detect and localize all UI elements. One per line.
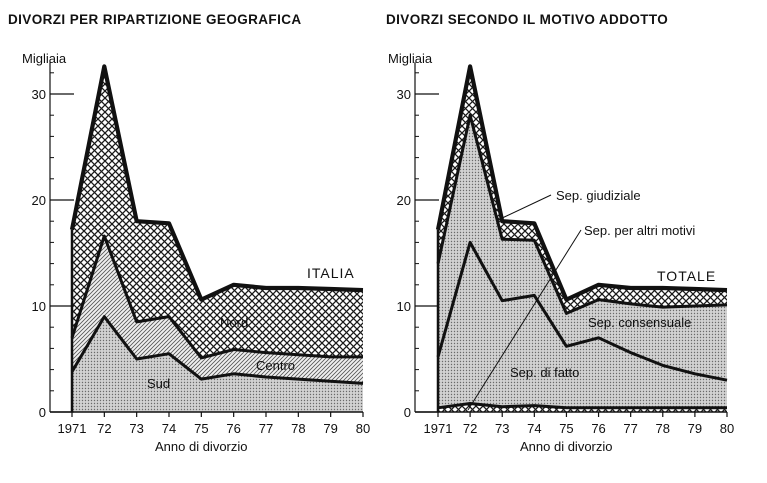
left-series-label-sud: Sud [147,376,171,391]
left-x-tick-label: 79 [323,421,338,436]
left-areas [72,66,363,412]
right-x-tick-label: 80 [719,421,735,436]
left-x-tick-label: 77 [258,421,274,436]
left-x-tick-label: 76 [226,421,241,436]
left-y-tick-label: 0 [38,405,46,420]
left-chart-title: DIVORZI PER RIPARTIZIONE GEOGRAFICA [8,12,302,27]
right-x-tick-label: 77 [623,421,638,436]
left-series-label-nord: Nord [220,315,249,330]
right-panel [386,12,734,454]
left-x-tick-label: 73 [129,421,144,436]
left-x-tick-label: 80 [355,421,371,436]
left-x-tick-label: 78 [291,421,306,436]
right-x-tick-label: 75 [559,421,574,436]
right-y-tick-label: 10 [396,299,411,314]
right-x-tick-label: 76 [591,421,606,436]
left-x-tick-label: 74 [161,421,177,436]
left-x-tick-label: 1971 [57,421,87,436]
right-x-tick-label: 74 [527,421,542,436]
left-total-label: ITALIA [307,265,355,281]
right-series-label-giudiziale: Sep. giudiziale [556,188,641,203]
right-y-tick-label: 0 [403,405,411,420]
right-x-tick-label: 73 [494,421,510,436]
right-series-label-consensuale: Sep. consensuale [588,315,692,330]
right-areas [438,66,727,412]
left-panel [8,12,370,454]
left-y-tick-label: 20 [31,193,46,208]
right-x-tick-label: 72 [462,421,478,436]
right-x-axis-label: Anno di divorzio [520,439,613,454]
left-y-tick-label: 10 [31,299,46,314]
right-x-tick-label: 1971 [423,421,453,436]
right-y-tick-label: 20 [396,193,411,208]
right-y-axis-label: Migliaia [388,51,433,66]
left-series-label-centro: Centro [256,358,296,373]
right-series-label-di-fatto: Sep. di fatto [510,365,580,380]
left-x-axis-label: Anno di divorzio [155,439,248,454]
right-x-tick-label: 79 [687,421,703,436]
right-x-tick-label: 78 [655,421,671,436]
left-x-tick-label: 75 [194,421,209,436]
left-y-tick-label: 30 [31,87,46,102]
right-total-label: TOTALE [657,268,717,284]
right-chart-title: DIVORZI SECONDO IL MOTIVO ADDOTTO [386,12,669,27]
left-x-tick-label: 72 [97,421,112,436]
left-y-axis-label: Migliaia [22,51,67,66]
right-y-tick-label: 30 [396,87,411,102]
right-series-label-altri-motivi: Sep. per altri motivi [584,223,696,238]
leader-line-giudiziale [498,195,551,220]
